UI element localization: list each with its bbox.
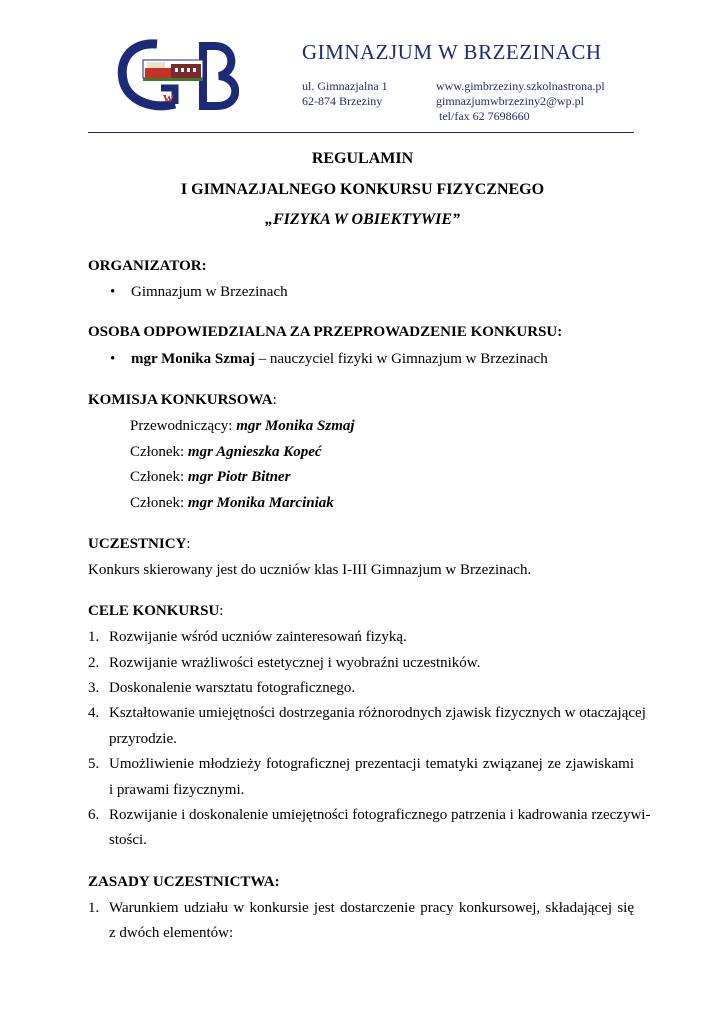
goals-heading-text: CELE KONKURSU bbox=[88, 603, 220, 619]
goal-item: Rozwijanie wśród uczniów zainteresowań fizyką. bbox=[109, 629, 407, 645]
member-role: Przewodniczący: bbox=[130, 418, 237, 434]
committee-member bbox=[130, 469, 290, 486]
member-role: Członek: bbox=[130, 469, 188, 485]
member-name: mgr Monika Szmaj bbox=[236, 418, 355, 434]
goal-item: Rozwijanie wrażliwości estetycznej i wyobraźni uczestników. bbox=[109, 655, 481, 671]
participants-text: Konkurs skierowany jest do uczniów klas I-III Gimnazjum w Brzezinach. bbox=[88, 562, 532, 578]
committee-member bbox=[130, 495, 334, 512]
responsible-description: – nauczyciel fizyki w Gimnazjum w Brzezinach bbox=[254, 351, 548, 367]
committee-member bbox=[130, 418, 355, 435]
address-line2: 62-874 Brzeziny bbox=[302, 94, 383, 108]
website-link[interactable]: www.gimbrzeziny.szkolnastrona.pl bbox=[436, 79, 605, 93]
goal-item: Doskonalenie warsztatu fotograficznego. bbox=[109, 680, 356, 696]
title-regulamin: REGULAMIN bbox=[311, 150, 414, 167]
rule-item-continuation: z dwóch elementów: bbox=[109, 925, 234, 941]
list-number: 5. bbox=[88, 756, 100, 772]
school-logo-icon bbox=[117, 38, 239, 112]
member-role: Członek: bbox=[130, 495, 188, 511]
participants-colon: : bbox=[186, 536, 191, 552]
list-number: 4. bbox=[88, 705, 100, 721]
committee-member bbox=[130, 444, 322, 461]
school-logo bbox=[117, 38, 239, 112]
school-name: GIMNAZJUM W BRZEZINACH bbox=[302, 40, 602, 64]
member-name: mgr Piotr Bitner bbox=[187, 469, 291, 485]
organizer-heading: ORGANIZATOR: bbox=[88, 258, 207, 274]
phone-number: tel/fax 62 7698660 bbox=[439, 109, 530, 123]
goal-item-continuation: i prawami fizycznymi. bbox=[109, 782, 245, 798]
responsible-name: mgr Monika Szmaj bbox=[131, 351, 255, 367]
title-contest: I GIMNAZJALNEGO KONKURSU FIZYCZNEGO bbox=[180, 181, 545, 198]
title-motto: „FIZYKA W OBIEKTYWIE” bbox=[264, 211, 461, 228]
list-number: 6. bbox=[88, 807, 100, 823]
committee-heading-text: KOMISJA KONKURSOWA bbox=[88, 392, 273, 408]
goal-item-continuation: stości. bbox=[109, 832, 147, 848]
list-number: 2. bbox=[88, 655, 100, 671]
organizer-item: Gimnazjum w Brzezinach bbox=[131, 284, 288, 300]
list-number: 1. bbox=[88, 900, 100, 916]
committee-colon: : bbox=[272, 392, 277, 408]
responsible-heading: OSOBA ODPOWIEDZIALNA ZA PRZEPROWADZENIE KONKURSU: bbox=[88, 324, 563, 340]
goals-colon: : bbox=[219, 603, 224, 619]
rule-item: Warunkiem udziału w konkursie jest dostarczenie pracy konkursowej, składającej się bbox=[109, 900, 634, 916]
participants-heading-text: UCZESTNICY bbox=[88, 536, 187, 552]
list-number: 1. bbox=[88, 629, 100, 645]
responsible-person bbox=[131, 351, 548, 368]
rules-heading: ZASADY UCZESTNICTWA: bbox=[88, 874, 280, 890]
goal-item: Kształtowanie umiejętności dostrzegania różnorodnych zjawisk fizycznych w otaczającej bbox=[109, 705, 646, 721]
list-number: 3. bbox=[88, 680, 100, 696]
goals-heading bbox=[88, 603, 223, 620]
goal-item: Umożliwienie młodzieży fotograficznej prezentacji tematyki związanej ze zjawiskami bbox=[109, 756, 634, 772]
header-divider bbox=[88, 132, 634, 133]
member-role: Członek: bbox=[130, 444, 188, 460]
address-line1: ul. Gimnazjalna 1 bbox=[302, 79, 388, 93]
bullet-icon: • bbox=[110, 284, 116, 300]
goal-item-continuation: przyrodzie. bbox=[109, 731, 177, 747]
email-link[interactable]: gimnazjumwbrzeziny2@wp.pl bbox=[436, 94, 585, 108]
logo-letter-w: w bbox=[163, 90, 174, 106]
bullet-icon: • bbox=[110, 351, 116, 367]
committee-heading bbox=[88, 392, 277, 409]
member-name: mgr Monika Marciniak bbox=[187, 495, 334, 511]
goal-item: Rozwijanie i doskonalenie umiejętności fotograficznego patrzenia i kadrowania rzeczywi- bbox=[109, 807, 651, 823]
participants-heading bbox=[88, 536, 191, 553]
member-name: mgr Agnieszka Kopeć bbox=[187, 444, 322, 460]
